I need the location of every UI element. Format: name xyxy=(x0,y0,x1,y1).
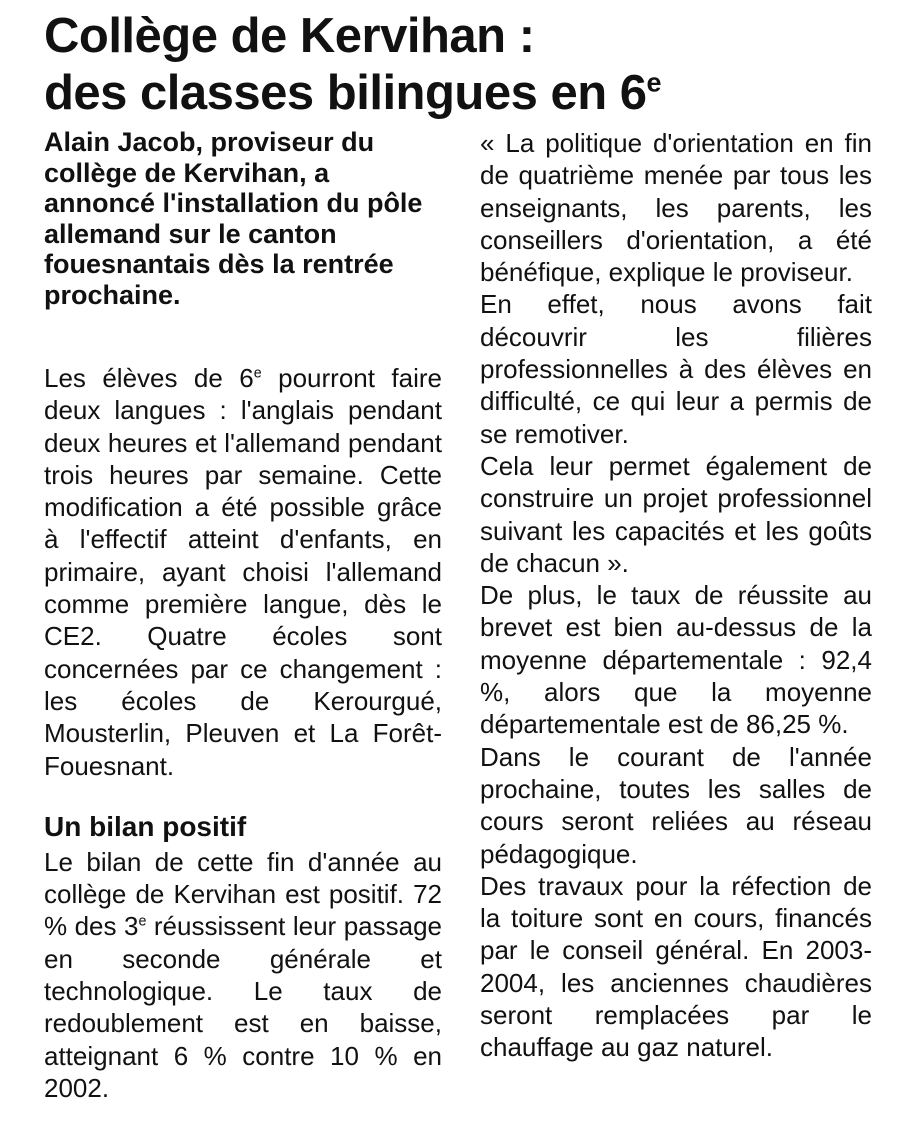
article-headline xyxy=(44,8,884,122)
headline-line-2: des classes bilingues en 6 xyxy=(44,66,647,120)
right-paragraph: Dans le courant de l'année prochaine, toutes les salles de cours seront reliées au réseau pédagogique. xyxy=(480,741,872,869)
paragraph-2 xyxy=(44,846,442,1104)
right-column xyxy=(480,127,872,1064)
paragraph-2-start: Le bilan de cette fin d'année au collège de Kervihan est positif. 72 % des 3 xyxy=(44,846,442,942)
headline-line-1: Collège de Kervihan : xyxy=(44,9,535,63)
paragraph-1-rest: pourront faire deux langues : l'anglais pendant deux heures et l'allemand pendant trois heures par semaine. Cette modification a été possible grâce à l'effectif atteint d'enfants, en primaire, ayant choisi l'allemand comme première langue, dès le CE2. Quatre écoles sont concernées par ce changement : les écoles de Kerourgué, Mousterlin, Pleuven et La Forêt-Fouesnant. xyxy=(44,363,442,781)
paragraph-1-start: Les élèves de 6 xyxy=(44,363,254,393)
right-paragraph: En effet, nous avons fait découvrir les filières professionnelles à des élèves en difficulté, ce qui leur a permis de se remotiver. xyxy=(480,289,872,449)
paragraph-2-superscript: e xyxy=(138,913,147,930)
paragraph-1-superscript: e xyxy=(253,365,262,382)
paragraph-2-rest: réussissent leur passage en seconde générale et technologique. Le taux de redoublement est en baisse, atteignant 6 % contre 10 % en 2002. xyxy=(44,911,442,1103)
right-paragraph: De plus, le taux de réussite au brevet est bien au-dessus de la moyenne départementale : 92,4 %, alors que la moyenne départementale est de 86,25 %. xyxy=(480,580,872,740)
right-paragraph: Cela leur permet également de construire un projet professionnel suivant les capacités et les goûts de chacun ». xyxy=(480,450,872,578)
article-lead: Alain Jacob, proviseur du collège de Kervihan, a annoncé l'installation du pôle allemand sur le canton fouesnantais dès la rentrée prochaine. xyxy=(44,127,423,310)
subheading: Un bilan positif xyxy=(44,810,247,842)
left-column xyxy=(44,127,442,1104)
right-paragraph: Des travaux pour la réfection de la toiture sont en cours, financés par le conseil général. En 2003-2004, les anciennes chaudières seront remplacées par le chauffage au gaz naturel. xyxy=(480,870,872,1063)
paragraph-1 xyxy=(44,362,442,782)
headline-superscript: e xyxy=(646,67,661,98)
right-paragraph: « La politique d'orientation en fin de quatrième menée par tous les enseignants, les parents, les conseillers d'orientation, a été bénéfique, explique le proviseur. xyxy=(480,128,872,288)
